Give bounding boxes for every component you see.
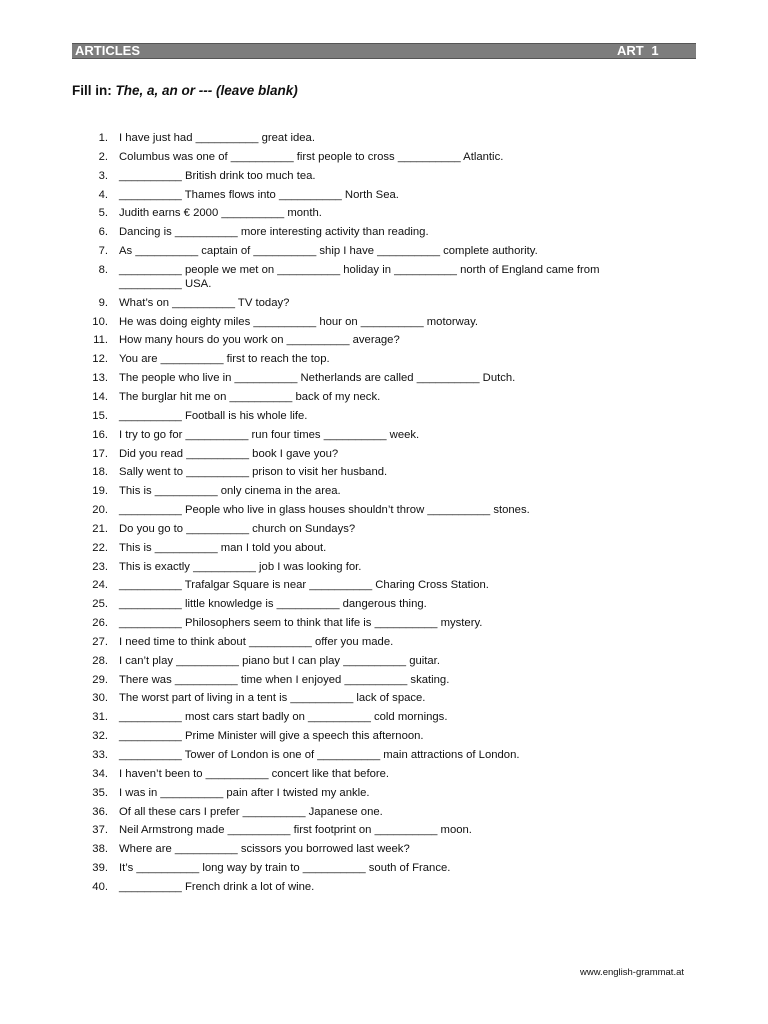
exercise-number: 15. <box>92 409 108 422</box>
exercise-number: 10. <box>92 315 108 328</box>
exercise-number: 24. <box>92 579 108 592</box>
exercise-number: 26. <box>92 617 108 630</box>
exercise-item <box>72 225 696 239</box>
instruction-prefix: Fill in: <box>72 83 116 98</box>
exercise-number: 34. <box>92 767 108 780</box>
exercise-number: 6. <box>98 226 108 239</box>
exercise-item <box>72 691 696 705</box>
exercise-sentence: As __________ captain of __________ ship I have __________ complete authority. <box>119 245 538 258</box>
exercise-sentence: Neil Armstrong made __________ first footprint on __________ moon. <box>119 824 472 837</box>
exercise-item <box>72 188 696 202</box>
exercise-number: 23. <box>92 560 108 573</box>
exercise-item <box>72 616 696 630</box>
exercise-number: 38. <box>92 843 108 856</box>
exercise-number: 28. <box>92 654 108 667</box>
exercise-sentence: __________ Thames flows into __________ North Sea. <box>119 188 399 201</box>
exercise-sentence: Dancing is __________ more interesting activity than reading. <box>119 226 429 239</box>
exercise-item <box>72 409 696 423</box>
exercise-number: 8. <box>98 263 108 276</box>
exercise-sentence: The worst part of living in a tent is __________ lack of space. <box>119 692 426 705</box>
exercise-sentence: __________ People who live in glass houses shouldn’t throw __________ stones. <box>119 504 530 517</box>
exercise-number: 11. <box>93 334 108 347</box>
exercise-sentence: The burglar hit me on __________ back of my neck. <box>119 390 381 403</box>
exercise-sentence: __________ Trafalgar Square is near __________ Charing Cross Station. <box>119 579 489 592</box>
exercise-item <box>72 150 696 164</box>
exercise-item <box>72 635 696 649</box>
exercise-sentence: It’s __________ long way by train to __________ south of France. <box>119 862 451 875</box>
exercise-item <box>72 428 696 442</box>
exercise-sentence: Do you go to __________ church on Sundays? <box>119 522 356 535</box>
exercise-item <box>72 522 696 536</box>
exercise-number: 5. <box>98 207 108 220</box>
exercise-number: 30. <box>92 692 108 705</box>
exercise-sentence: __________ little knowledge is __________ dangerous thing. <box>119 598 427 611</box>
exercise-number: 37. <box>92 824 108 837</box>
exercise-number: 35. <box>92 786 108 799</box>
exercise-sentence: I haven’t been to __________ concert like that before. <box>119 767 390 780</box>
exercise-number: 33. <box>92 749 108 761</box>
exercise-item <box>72 333 696 347</box>
exercise-item <box>72 748 696 762</box>
exercise-sentence: Did you read __________ book I gave you? <box>119 447 339 460</box>
exercise-sentence: Where are __________ scissors you borrowed last week? <box>119 843 410 856</box>
exercise-sentence: How many hours do you work on __________ average? <box>119 334 400 347</box>
exercise-sentence: I have just had __________ great idea. <box>119 132 315 144</box>
exercise-item <box>72 597 696 611</box>
exercise-sentence: __________ Prime Minister will give a speech this afternoon. <box>119 730 424 743</box>
exercise-number: 16. <box>92 428 108 441</box>
exercise-sentence: I was in __________ pain after I twisted my ankle. <box>119 786 370 799</box>
exercise-number: 4. <box>98 188 108 201</box>
instruction <box>72 83 298 99</box>
exercise-item <box>72 169 696 183</box>
exercise-item <box>72 371 696 385</box>
exercise-item <box>72 315 696 329</box>
exercise-number: 21. <box>92 522 108 535</box>
exercise-number: 19. <box>92 485 108 498</box>
exercise-number: 25. <box>92 598 108 611</box>
exercise-sentence: There was __________ time when I enjoyed __________ skating. <box>119 673 450 686</box>
footer-url[interactable]: www.english-grammat.at <box>580 967 685 978</box>
exercise-sentence: This is __________ man I told you about. <box>119 541 327 554</box>
exercise-item <box>72 296 696 310</box>
exercise-number: 17. <box>92 447 108 460</box>
exercise-item <box>72 673 696 687</box>
exercise-sentence: What’s on __________ TV today? <box>119 296 290 309</box>
exercise-item <box>72 861 696 875</box>
exercise-sentence: __________ people we met on __________ holiday in __________ north of England came from __________ USA. <box>119 263 603 290</box>
exercise-number: 3. <box>98 169 108 182</box>
exercise-item <box>72 131 696 145</box>
exercise-item <box>72 352 696 366</box>
exercise-sentence: The people who live in __________ Netherlands are called __________ Dutch. <box>119 372 516 385</box>
worksheet-title: ARTICLES <box>75 43 140 58</box>
exercise-sentence: __________ Tower of London is one of __________ main attractions of London. <box>119 749 520 761</box>
exercise-number: 39. <box>92 862 108 875</box>
exercise-item <box>72 786 696 800</box>
exercise-item <box>72 503 696 517</box>
exercise-sentence: Judith earns € 2000 __________ month. <box>119 207 322 220</box>
exercise-sentence: Of all these cars I prefer __________ Japanese one. <box>119 805 383 818</box>
exercise-number: 22. <box>92 541 108 554</box>
exercise-item <box>72 767 696 781</box>
exercise-sentence: He was doing eighty miles __________ hour on __________ motorway. <box>119 315 479 328</box>
exercise-list <box>72 131 696 899</box>
exercise-sentence: __________ French drink a lot of wine. <box>119 880 315 893</box>
exercise-item <box>72 263 696 291</box>
exercise-number: 27. <box>92 635 108 648</box>
exercise-item <box>72 805 696 819</box>
exercise-number: 14. <box>92 390 108 403</box>
exercise-item <box>72 823 696 837</box>
exercise-number: 29. <box>92 673 108 686</box>
exercise-sentence: I need time to think about __________ offer you made. <box>119 635 394 648</box>
exercise-number: 13. <box>92 372 108 385</box>
exercise-sentence: Sally went to __________ prison to visit her husband. <box>119 466 388 479</box>
exercise-item <box>72 880 696 894</box>
exercise-number: 20. <box>92 504 108 517</box>
exercise-sentence: This is __________ only cinema in the area. <box>119 485 341 498</box>
exercise-number: 32. <box>92 730 108 743</box>
exercise-number: 7. <box>98 245 108 258</box>
exercise-item <box>72 484 696 498</box>
header-bar <box>72 43 696 59</box>
exercise-item <box>72 541 696 555</box>
exercise-item <box>72 560 696 574</box>
exercise-number: 2. <box>98 150 108 163</box>
exercise-item <box>72 729 696 743</box>
exercise-sentence: Columbus was one of __________ first people to cross __________ Atlantic. <box>119 150 504 163</box>
exercise-item <box>72 842 696 856</box>
exercise-sentence: __________ British drink too much tea. <box>119 169 316 182</box>
exercise-item <box>72 578 696 592</box>
exercise-number: 36. <box>92 805 108 818</box>
exercise-item <box>72 654 696 668</box>
exercise-item <box>72 244 696 258</box>
exercise-number: 12. <box>92 353 108 366</box>
exercise-sentence: __________ Football is his whole life. <box>119 409 308 422</box>
exercise-item <box>72 447 696 461</box>
exercise-item <box>72 206 696 220</box>
instruction-text: The, a, an or --- (leave blank) <box>115 83 298 98</box>
exercise-number: 40. <box>92 880 108 893</box>
exercise-sentence: __________ most cars start badly on __________ cold mornings. <box>119 711 448 724</box>
exercise-number: 9. <box>98 296 108 309</box>
exercise-item <box>72 465 696 479</box>
exercise-item <box>72 390 696 404</box>
exercise-sentence: I try to go for __________ run four times __________ week. <box>119 428 420 441</box>
exercise-sentence: You are __________ first to reach the top. <box>119 353 330 366</box>
exercise-sentence: __________ Philosophers seem to think that life is __________ mystery. <box>119 617 483 630</box>
worksheet-code: ART 1 <box>617 43 659 58</box>
exercise-sentence: This is exactly __________ job I was looking for. <box>119 560 362 573</box>
exercise-sentence: I can’t play __________ piano but I can play __________ guitar. <box>119 654 440 667</box>
exercise-number: 31. <box>92 711 108 724</box>
exercise-item <box>72 710 696 724</box>
exercise-number: 18. <box>92 466 108 479</box>
exercise-number: 1. <box>98 132 108 144</box>
